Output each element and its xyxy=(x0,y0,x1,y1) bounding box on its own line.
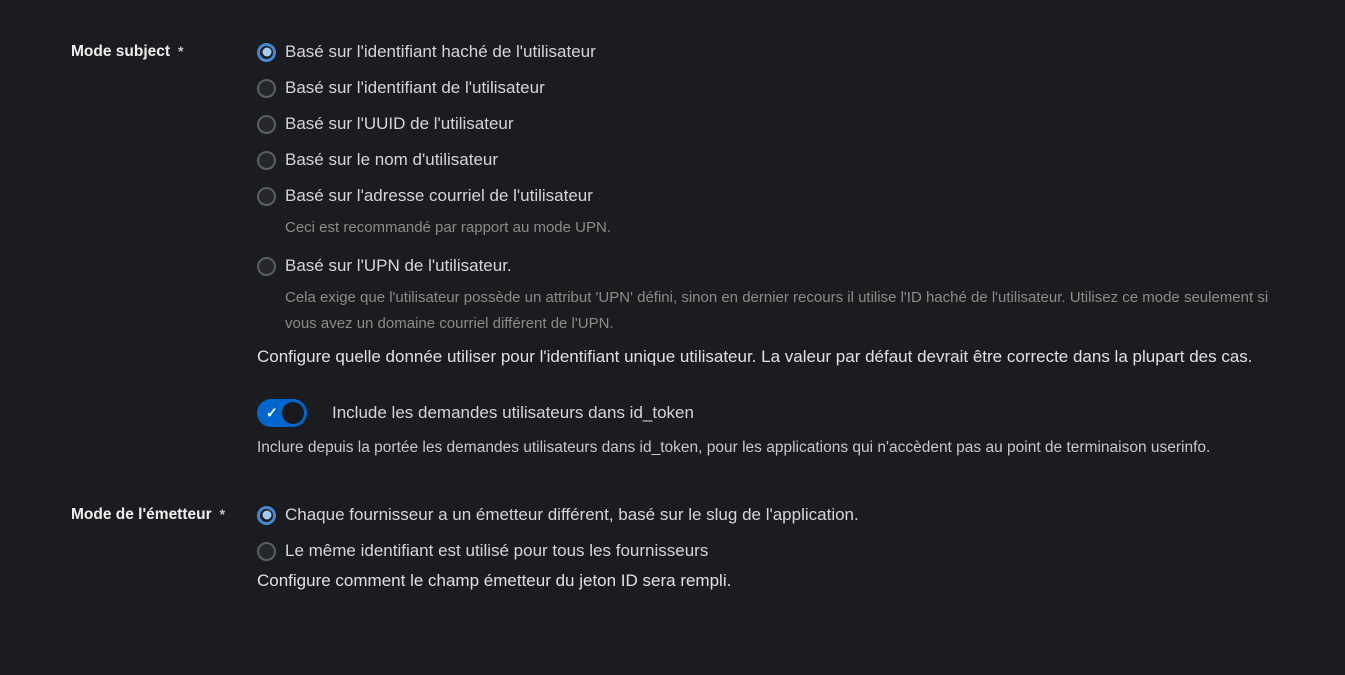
field-label-text: Mode subject xyxy=(71,43,171,60)
include-claims-toggle[interactable] xyxy=(257,399,307,427)
radio-button-icon[interactable] xyxy=(257,115,276,134)
radio-button-icon[interactable] xyxy=(257,151,276,170)
field-description: Configure comment le champ émetteur du jeton ID sera rempli. xyxy=(257,571,732,590)
radio-option-help: Ceci est recommandé par rapport au mode UPN. xyxy=(285,219,611,236)
radio-option-label[interactable]: Basé sur l'identifiant haché de l'utilisateur xyxy=(285,42,596,61)
field-subject-mode xyxy=(71,41,1297,372)
switch-knob xyxy=(282,402,304,424)
radio-group-subject-mode xyxy=(257,41,1297,372)
radio-group-issuer-mode xyxy=(257,504,1297,596)
radio-option-help: Cela exige que l'utilisateur possède un attribut 'UPN' défini, sinon en dernier recours il utilise l'ID haché de l'utilisateur. Utilisez ce mode seulement si vous avez un domaine courriel différent de l'UPN. xyxy=(285,289,1269,332)
radio-option-label[interactable]: Basé sur l'adresse courriel de l'utilisateur xyxy=(285,186,593,205)
required-asterisk: * xyxy=(178,43,184,59)
radio-option-label[interactable]: Basé sur l'UPN de l'utilisateur. xyxy=(285,256,512,275)
required-asterisk: * xyxy=(219,506,226,522)
radio-option-user-id[interactable] xyxy=(257,77,1297,99)
radio-option-user-email[interactable] xyxy=(257,185,1297,207)
include-claims-switch-line xyxy=(257,399,1297,427)
radio-option-hashed-user-id[interactable] xyxy=(257,41,1297,63)
check-icon: ✓ xyxy=(266,404,278,421)
field-issuer-mode xyxy=(71,504,1297,596)
empty-label-cell xyxy=(71,399,257,401)
field-help: Inclure depuis la portée les demandes utilisateurs dans id_token, pour les applications qui n'accèdent pas au point de terminaison userinfo. xyxy=(257,439,1211,456)
radio-button-icon[interactable] xyxy=(257,506,276,525)
radio-option-label[interactable]: Basé sur le nom d'utilisateur xyxy=(285,150,499,169)
radio-option-label[interactable]: Basé sur l'identifiant de l'utilisateur xyxy=(285,78,545,97)
radio-option-global-issuer[interactable] xyxy=(257,540,1297,562)
radio-button-icon[interactable] xyxy=(257,79,276,98)
radio-button-icon[interactable] xyxy=(257,257,276,276)
radio-option-per-provider-issuer[interactable] xyxy=(257,504,1297,526)
radio-option-user-upn[interactable] xyxy=(257,255,1297,277)
radio-option-label[interactable]: Basé sur l'UUID de l'utilisateur xyxy=(285,114,514,133)
toggle-label[interactable]: Include les demandes utilisateurs dans id_token xyxy=(332,403,694,422)
radio-option-username[interactable] xyxy=(257,149,1297,171)
field-label-text: Mode de l'émetteur xyxy=(71,506,212,523)
field-label-issuer-mode xyxy=(71,504,257,524)
radio-option-user-uuid[interactable] xyxy=(257,113,1297,135)
radio-button-icon[interactable] xyxy=(257,43,276,62)
radio-option-label[interactable]: Le même identifiant est utilisé pour tous les fournisseurs xyxy=(285,541,709,560)
radio-option-label[interactable]: Chaque fournisseur a un émetteur différent, basé sur le slug de l'application. xyxy=(285,505,859,524)
field-description: Configure quelle donnée utiliser pour l'identifiant unique utilisateur. La valeur par défaut devrait être correcte dans la plupart des cas. xyxy=(257,347,1253,366)
radio-button-icon[interactable] xyxy=(257,542,276,561)
field-label-subject-mode xyxy=(71,41,257,61)
field-include-claims xyxy=(71,399,1297,460)
radio-button-icon[interactable] xyxy=(257,187,276,206)
